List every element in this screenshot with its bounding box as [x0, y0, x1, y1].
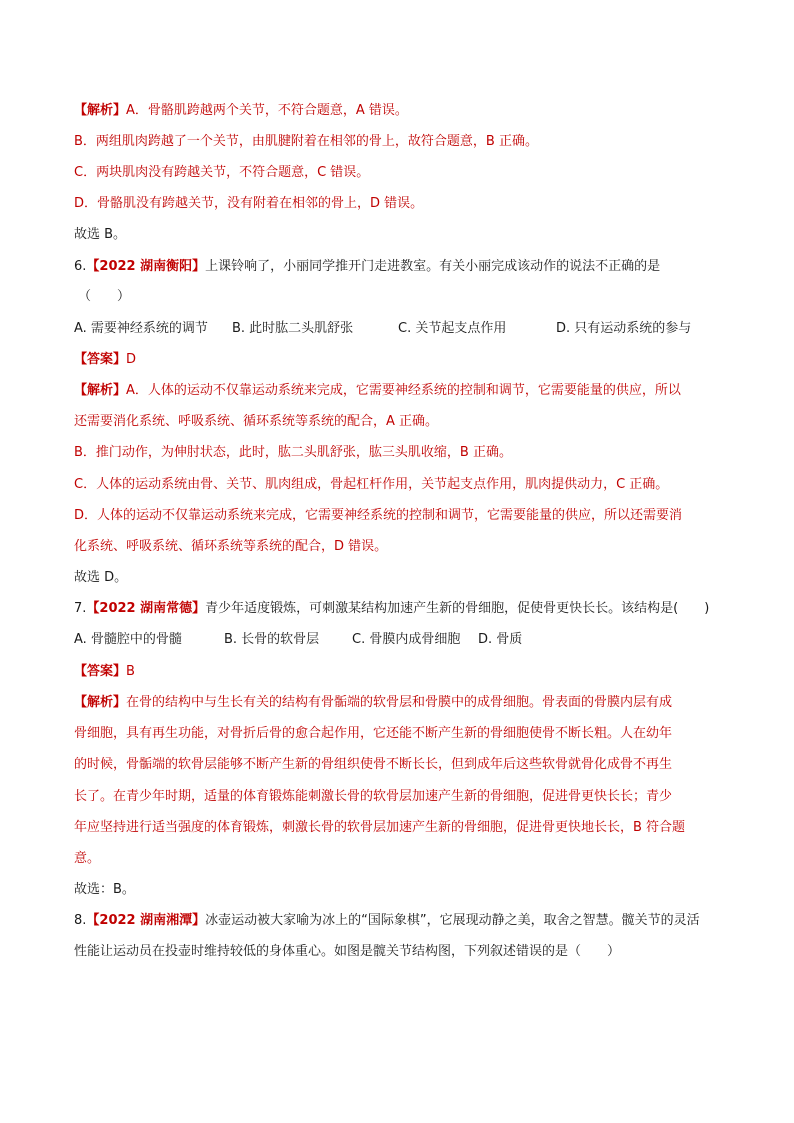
q5-analysis-a-text: A．骨骼肌跨越两个关节，不符合题意，A 错误。 [126, 103, 408, 118]
q6-options [74, 319, 754, 339]
q6-conclusion: 故选 D。 [74, 570, 128, 585]
q5-analysis-c: C．两块肌肉没有跨越关节，不符合题意，C 错误。 [74, 165, 370, 180]
analysis-tag: 【解析】 [74, 383, 127, 398]
q7-analysis-6: 意。 [74, 851, 101, 866]
q7-answer [74, 662, 754, 682]
q6-option-a: A. 需要神经系统的调节 [74, 321, 208, 336]
answer-tag: 【答案】 [74, 664, 127, 679]
q7-stem-text: 青少年适度锻炼，可刺激某结构加速产生新的骨细胞，促使骨更快长长。该结构是( ) [205, 601, 710, 616]
q6-analysis-b: B．推门动作，为伸肘状态，此时，肱二头肌舒张，肱三头肌收缩，B 正确。 [74, 445, 512, 460]
q7-analysis-1 [74, 693, 754, 713]
q5-analysis-d: D．骨骼肌没有跨越关节，没有附着在相邻的骨上，D 错误。 [74, 196, 424, 211]
q5-conclusion: 故选 B。 [74, 227, 127, 242]
q6-option-b: B. 此时肱二头肌舒张 [232, 321, 354, 336]
q8-stem-1 [74, 911, 754, 931]
q7-option-d: D. 骨质 [478, 632, 523, 647]
q6-option-c: C. 关节起支点作用 [398, 321, 507, 336]
q6-analysis-d-2: 化系统、呼吸系统、循环系统等系统的配合，D 错误。 [74, 539, 388, 554]
q8-source: 【2022 湖南湘潭】 [86, 913, 206, 928]
q5-analysis-a [74, 101, 754, 121]
q5-analysis-b: B．两组肌肉跨越了一个关节，由肌腱附着在相邻的骨上，故符合题意，B 正确。 [74, 134, 538, 149]
q6-answer [74, 350, 754, 370]
q6-blank: （ ） [78, 289, 131, 304]
q7-analysis-5: 年应坚持进行适当强度的体育锻炼，刺激长骨的软骨层加速产生新的骨细胞，促进骨更快地长长，B 符合题 [74, 820, 686, 835]
q6-number: 6. [74, 259, 87, 274]
q6-analysis-a-1 [74, 381, 754, 401]
q7-number: 7. [74, 601, 87, 616]
q7-option-b: B. 长骨的软骨层 [224, 632, 320, 647]
q7-answer-value: B [126, 664, 135, 679]
q7-analysis-1-text: 在骨的结构中与生长有关的结构有骨骺端的软骨层和骨膜中的成骨细胞。骨表面的骨膜内层有成 [126, 695, 673, 710]
q7-analysis-3: 的时候，骨骺端的软骨层能够不断产生新的骨组织使骨不断长长，但到成年后这些软骨就骨化成骨不再生 [74, 757, 673, 772]
q6-stem [74, 257, 754, 277]
analysis-tag: 【解析】 [74, 695, 127, 710]
q7-options [74, 630, 754, 650]
analysis-tag: 【解析】 [74, 103, 127, 118]
q8-stem-1-text: 冰壶运动被大家喻为冰上的“国际象棋”，它展现动静之美，取舍之智慧。髋关节的灵活 [205, 913, 700, 928]
q7-option-a: A. 骨髓腔中的骨髓 [74, 632, 182, 647]
q6-source: 【2022 湖南衡阳】 [86, 259, 206, 274]
q6-stem-text: 上课铃响了，小丽同学推开门走进教室。有关小丽完成该动作的说法不正确的是 [205, 259, 661, 274]
q7-option-c: C. 骨膜内成骨细胞 [352, 632, 461, 647]
q7-analysis-4: 长了。在青少年时期，适量的体育锻炼能刺激长骨的软骨层加速产生新的骨细胞，促进骨更快长长；青少 [74, 789, 673, 804]
q7-conclusion: 故选：B。 [74, 882, 135, 897]
q7-analysis-2: 骨细胞，具有再生功能，对骨折后骨的愈合起作用，它还能不断产生新的骨细胞使骨不断长粗。人在幼年 [74, 726, 673, 741]
answer-tag: 【答案】 [74, 352, 127, 367]
q6-answer-value: D [126, 352, 137, 367]
q7-stem [74, 599, 754, 619]
q8-stem-2: 性能让运动员在投壶时维持较低的身体重心。如图是髋关节结构图，下列叙述错误的是（ ） [74, 944, 621, 959]
q8-number: 8. [74, 913, 87, 928]
q6-analysis-c: C．人体的运动系统由骨、关节、肌肉组成，骨起杠杆作用，关节起支点作用，肌肉提供动力，C 正确。 [74, 477, 669, 492]
q6-analysis-d-1: D．人体的运动不仅靠运动系统来完成，它需要神经系统的控制和调节，它需要能量的供应，所以还需要消 [74, 508, 683, 523]
q6-analysis-a-2: 还需要消化系统、呼吸系统、循环系统等系统的配合，A 正确。 [74, 414, 439, 429]
q7-source: 【2022 湖南常德】 [86, 601, 206, 616]
q6-analysis-a-1-text: A．人体的运动不仅靠运动系统来完成，它需要神经系统的控制和调节，它需要能量的供应，所以 [126, 383, 681, 398]
q6-option-d: D. 只有运动系统的参与 [556, 321, 692, 336]
